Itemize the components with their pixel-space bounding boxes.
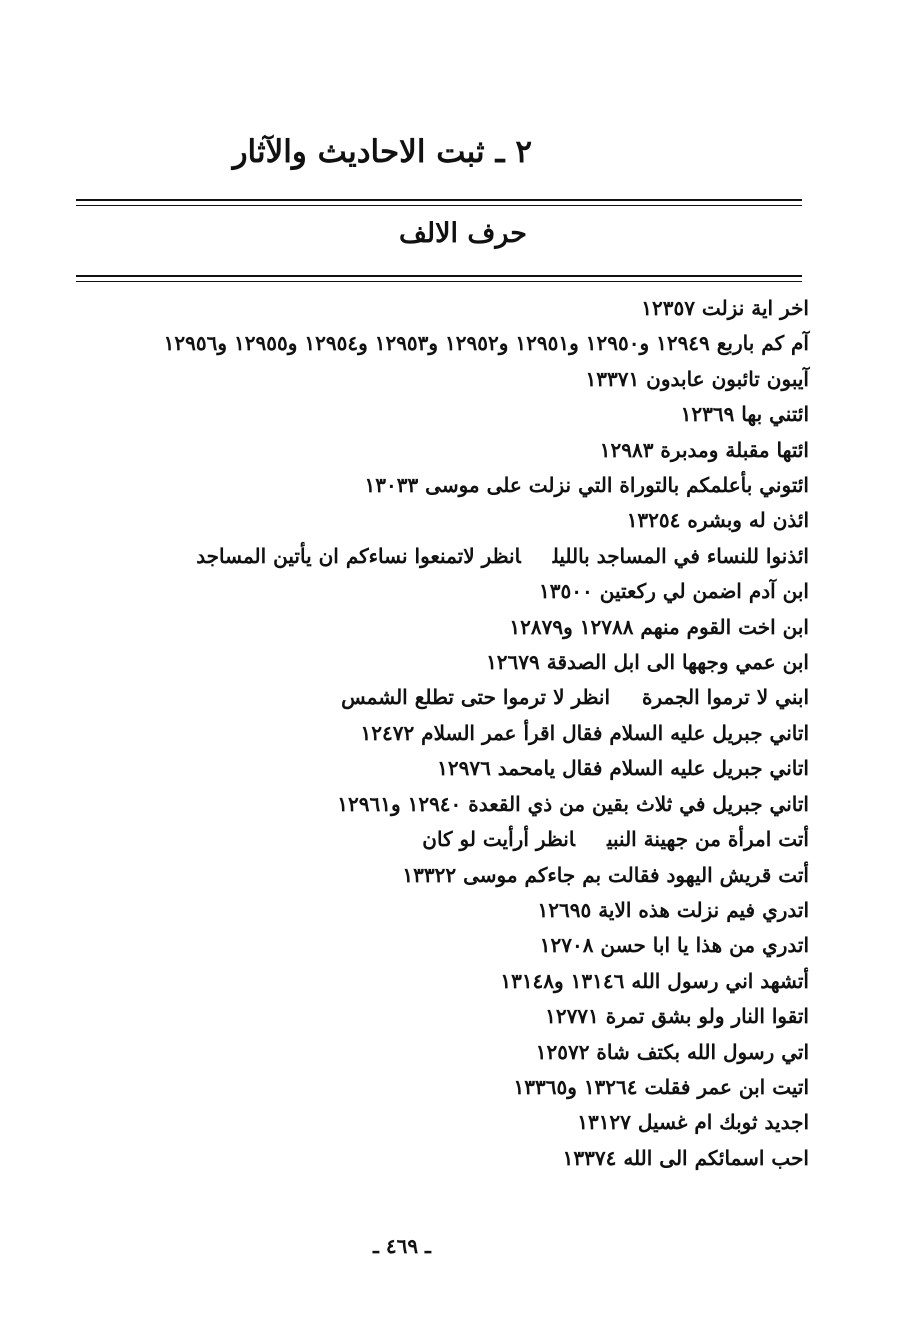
entry-text: آيبون تائبون عابدون ١٣٣٧١ bbox=[585, 366, 809, 391]
entry-text: اتاني جبريل عليه السلام فقال يامحمد ١٢٩٧٦ bbox=[437, 756, 809, 781]
index-entry bbox=[79, 999, 809, 1034]
entry-text: اتيت ابن عمر فقلت ١٣٢٦٤ و١٣٣٦٥ bbox=[513, 1074, 809, 1099]
section-heading: حرف الالف bbox=[398, 218, 527, 249]
index-entry bbox=[79, 503, 809, 538]
index-entry bbox=[79, 610, 809, 645]
index-entry bbox=[79, 751, 809, 786]
page-number: ـ ٤٦٩ ـ bbox=[373, 1234, 431, 1258]
index-entry bbox=[79, 468, 809, 503]
entry-text: اتقوا النار ولو بشق تمرة ١٢٧٧١ bbox=[545, 1004, 809, 1029]
entry-text: ائتها مقبلة ومدبرة ١٢٩٨٣ bbox=[599, 437, 809, 462]
top-double-rule bbox=[76, 199, 802, 206]
entry-text: ابن اخت القوم منهم ١٢٧٨٨ و١٢٨٧٩ bbox=[509, 614, 809, 639]
entry-text: اتاني جبريل في ثلاث بقين من ذي القعدة ١٢٩٤٠ و١٢٩٦١ bbox=[337, 791, 809, 816]
index-entry bbox=[79, 291, 809, 326]
index-entry bbox=[79, 326, 809, 361]
index-entry bbox=[79, 1070, 809, 1105]
index-entry bbox=[79, 574, 809, 609]
index-entry bbox=[79, 964, 809, 999]
index-entry bbox=[79, 822, 809, 857]
index-entry bbox=[79, 680, 809, 715]
index-entry bbox=[79, 645, 809, 680]
entry-text: ائذنوا للنساء في المساجد بالليل bbox=[552, 543, 809, 568]
entry-text: اجديد ثوبك ام غسيل ١٣١٢٧ bbox=[577, 1110, 809, 1135]
index-entry bbox=[79, 928, 809, 963]
entry-text: أتشهد اني رسول الله ١٣١٤٦ و١٣١٤٨ bbox=[500, 968, 809, 993]
index-entry bbox=[79, 1105, 809, 1140]
bottom-double-rule bbox=[76, 275, 802, 282]
entry-text: ابن آدم اضمن لي ركعتين ١٣٥٠٠ bbox=[539, 579, 809, 604]
index-entry bbox=[79, 787, 809, 822]
hadith-index-list bbox=[79, 291, 809, 1176]
entry-text: أتت امرأة من جهينة النبي bbox=[606, 827, 809, 852]
entry-text: آم كم باربع ١٢٩٤٩ و١٢٩٥٠ و١٢٩٥١ و١٢٩٥٢ و١٢٩٥٣ و١٢٩٥٤ و١٢٩٥٥ و١٢٩٥٦ bbox=[163, 331, 809, 356]
entry-text: اتي رسول الله بكتف شاة ١٢٥٧٢ bbox=[535, 1039, 809, 1064]
entry-cross-reference: انظر لا ترموا حتى تطلع الشمس bbox=[341, 685, 611, 710]
entry-text: ائتوني بأعلمكم بالتوراة التي نزلت على موسى ١٣٠٣٣ bbox=[364, 473, 809, 498]
entry-text: ابني لا ترموا الجمرة bbox=[642, 685, 809, 710]
entry-text: ائذن له وبشره ١٣٢٥٤ bbox=[626, 508, 809, 533]
entry-text: احب اسمائكم الى الله ١٣٣٧٤ bbox=[562, 1145, 809, 1170]
entry-cross-reference: انظر أرأيت لو كان bbox=[422, 827, 575, 852]
entry-text: أتت قريش اليهود فقالت بم جاءكم موسى ١٣٣٢٢ bbox=[402, 862, 809, 887]
index-entry bbox=[79, 893, 809, 928]
index-entry bbox=[79, 858, 809, 893]
index-entry bbox=[79, 1141, 809, 1176]
entry-text: اخر اية نزلت ١٢٣٥٧ bbox=[641, 296, 809, 320]
index-entry bbox=[79, 1035, 809, 1070]
index-entry bbox=[79, 397, 809, 432]
index-entry bbox=[79, 433, 809, 468]
entry-cross-reference: انظر لاتمنعوا نساءكم ان يأتين المساجد bbox=[196, 543, 521, 568]
chapter-title: ٢ ـ ثبت الاحاديث والآثار bbox=[232, 134, 532, 170]
index-entry bbox=[79, 539, 809, 574]
entry-text: اتاني جبريل عليه السلام فقال اقرأ عمر السلام ١٢٤٧٢ bbox=[360, 720, 809, 745]
entry-text: اتدري فيم نزلت هذه الاية ١٢٦٩٥ bbox=[537, 897, 809, 922]
entry-text: ابن عمي وجهها الى ابل الصدقة ١٢٦٧٩ bbox=[486, 650, 809, 675]
index-entry bbox=[79, 716, 809, 751]
index-entry bbox=[79, 362, 809, 397]
entry-text: ائتني بها ١٢٣٦٩ bbox=[680, 402, 809, 427]
entry-text: اتدري من هذا يا ابا حسن ١٢٧٠٨ bbox=[539, 933, 809, 958]
